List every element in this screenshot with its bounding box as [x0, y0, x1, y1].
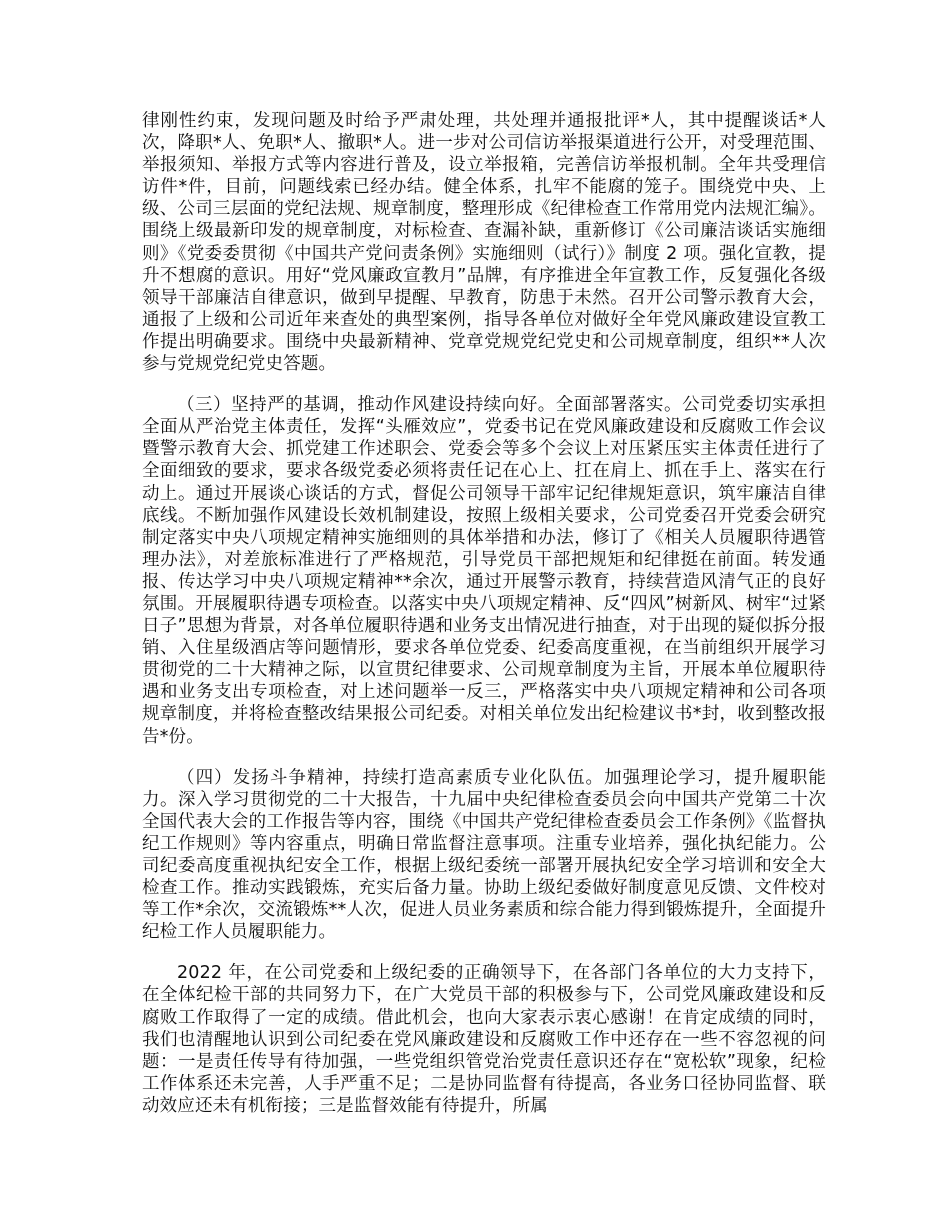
- paragraph-summary: 2022 年，在公司党委和上级纪委的正确领导下，在各部门各单位的大力支持下，在全体纪检干部的共同努力下，在广大党员干部的积极参与下，公司党风廉政建设和反腐败工作取得了一定的成绩。借此机会，也向大家表示衷心感谢！在肯定成绩的同时，我们也清醒地认识到公司纪委在党风廉政建设和反腐败工作中还存在一些不容忽视的问题：一是责任传导有待加强，一些党组织管党治党责任意识还存在“宽松软”现象，纪检工作体系还未完善，人手严重不足；二是协同监督有待提高，各业务口径协同监督、联动效应还未有机衔接；三是监督效能有待提升，所属: [142, 963, 826, 1116]
- paragraph-discipline-enforcement: 律刚性约束，发现问题及时给予严肃处理，共处理并通报批评*人，其中提醒谈话*人次，降职*人、免职*人、撤职*人。进一步对公司信访举报渠道进行公开，对受理范围、举报须知、举报方式等内容进行普及，设立举报箱，完善信访举报机制。全年共受理信访件*件，目前，问题线索已经办结。健全体系，扎牢不能腐的笼子。围绕党中央、上级、公司三层面的党纪法规、规章制度，整理形成《纪律检查工作常用党内法规汇编》。围绕上级最新印发的规章制度，对标检查、查漏补缺，重新修订《公司廉洁谈话实施细则》《党委委贯彻《中国共产党问责条例》实施细则（试行）》制度 2 项。强化宣教，提升不想腐的意识。用好“党风廉政宣教月”品牌，有序推进全年宣教工作，反复强化各级领导干部廉洁自律意识，做到早提醒、早教育，防患于未然。召开公司警示教育大会，通报了上级和公司近年来查处的典型案例，指导各单位对做好全年党风廉政建设宣教工作提出明确要求。围绕中央最新精神、党章党规党纪党史和公司规章制度，组织**人次参与党规党纪党史答题。: [142, 111, 826, 375]
- paragraph-work-style: （三）坚持严的基调，推动作风建设持续向好。全面部署落实。公司党委切实承担全面从严治党主体责任，发挥“头雁效应”，党委书记在党风廉政建设和反腐败工作会议暨警示教育大会、抓党建工作述职会、党委会等多个会议上对压紧压实主体责任进行了全面细致的要求，要求各级党委必须将责任记在心上、扛在肩上、抓在手上、落实在行动上。通过开展谈心谈话的方式，督促公司领导干部牢记纪律规矩意识，筑牢廉洁自律底线。不断加强作风建设长效机制建设，按照上级相关要求，公司党委召开党委会研究制定落实中央八项规定精神实施细则的具体举措和办法，修订了《相关人员履职待遇管理办法》，对差旅标准进行了严格规范，引导党员干部把规矩和纪律挺在前面。转发通报、传达学习中央八项规定精神**余次，通过开展警示教育，持续营造风清气正的良好氛围。开展履职待遇专项检查。以落实中央八项规定精神、反“四风”树新风、树牢“过紧日子”思想为背景，对各单位履职待遇和业务支出情况进行抽查，对于出现的疑似拆分报销、入住星级酒店等问题情形，要求各单位党委、纪委高度重视，在当前组织开展学习贯彻党的二十大精神之际，以宣贯纪律要求、公司规章制度为主旨，开展本单位履职待遇和业务支出专项检查，对上述问题举一反三，严格落实中央八项规定精神和公司各项规章制度，并将检查整改结果报公司纪委。对相关单位发出纪检建议书*封，收到整改报告*份。: [142, 395, 826, 747]
- document-page: [142, 110, 826, 1136]
- paragraph-team-building: （四）发扬斗争精神，持续打造高素质专业化队伍。加强理论学习，提升履职能力。深入学习贯彻党的二十大报告，十九届中央纪律检查委员会向中国共产党第二十次全国代表大会的工作报告等内容，围绕《中国共产党纪律检查委员会工作条例》《监督执纪工作规则》等内容重点，明确日常监督注意事项。注重专业培养，强化执纪能力。公司纪委高度重视执纪安全工作，根据上级纪委统一部署开展执纪安全学习培训和安全大检查工作。推动实践锻炼，充实后备力量。协助上级纪委做好制度意见反馈、文件校对等工作*余次，交流锻炼**人次，促进人员业务素质和综合能力得到锻炼提升，全面提升纪检工作人员履职能力。: [142, 767, 826, 943]
